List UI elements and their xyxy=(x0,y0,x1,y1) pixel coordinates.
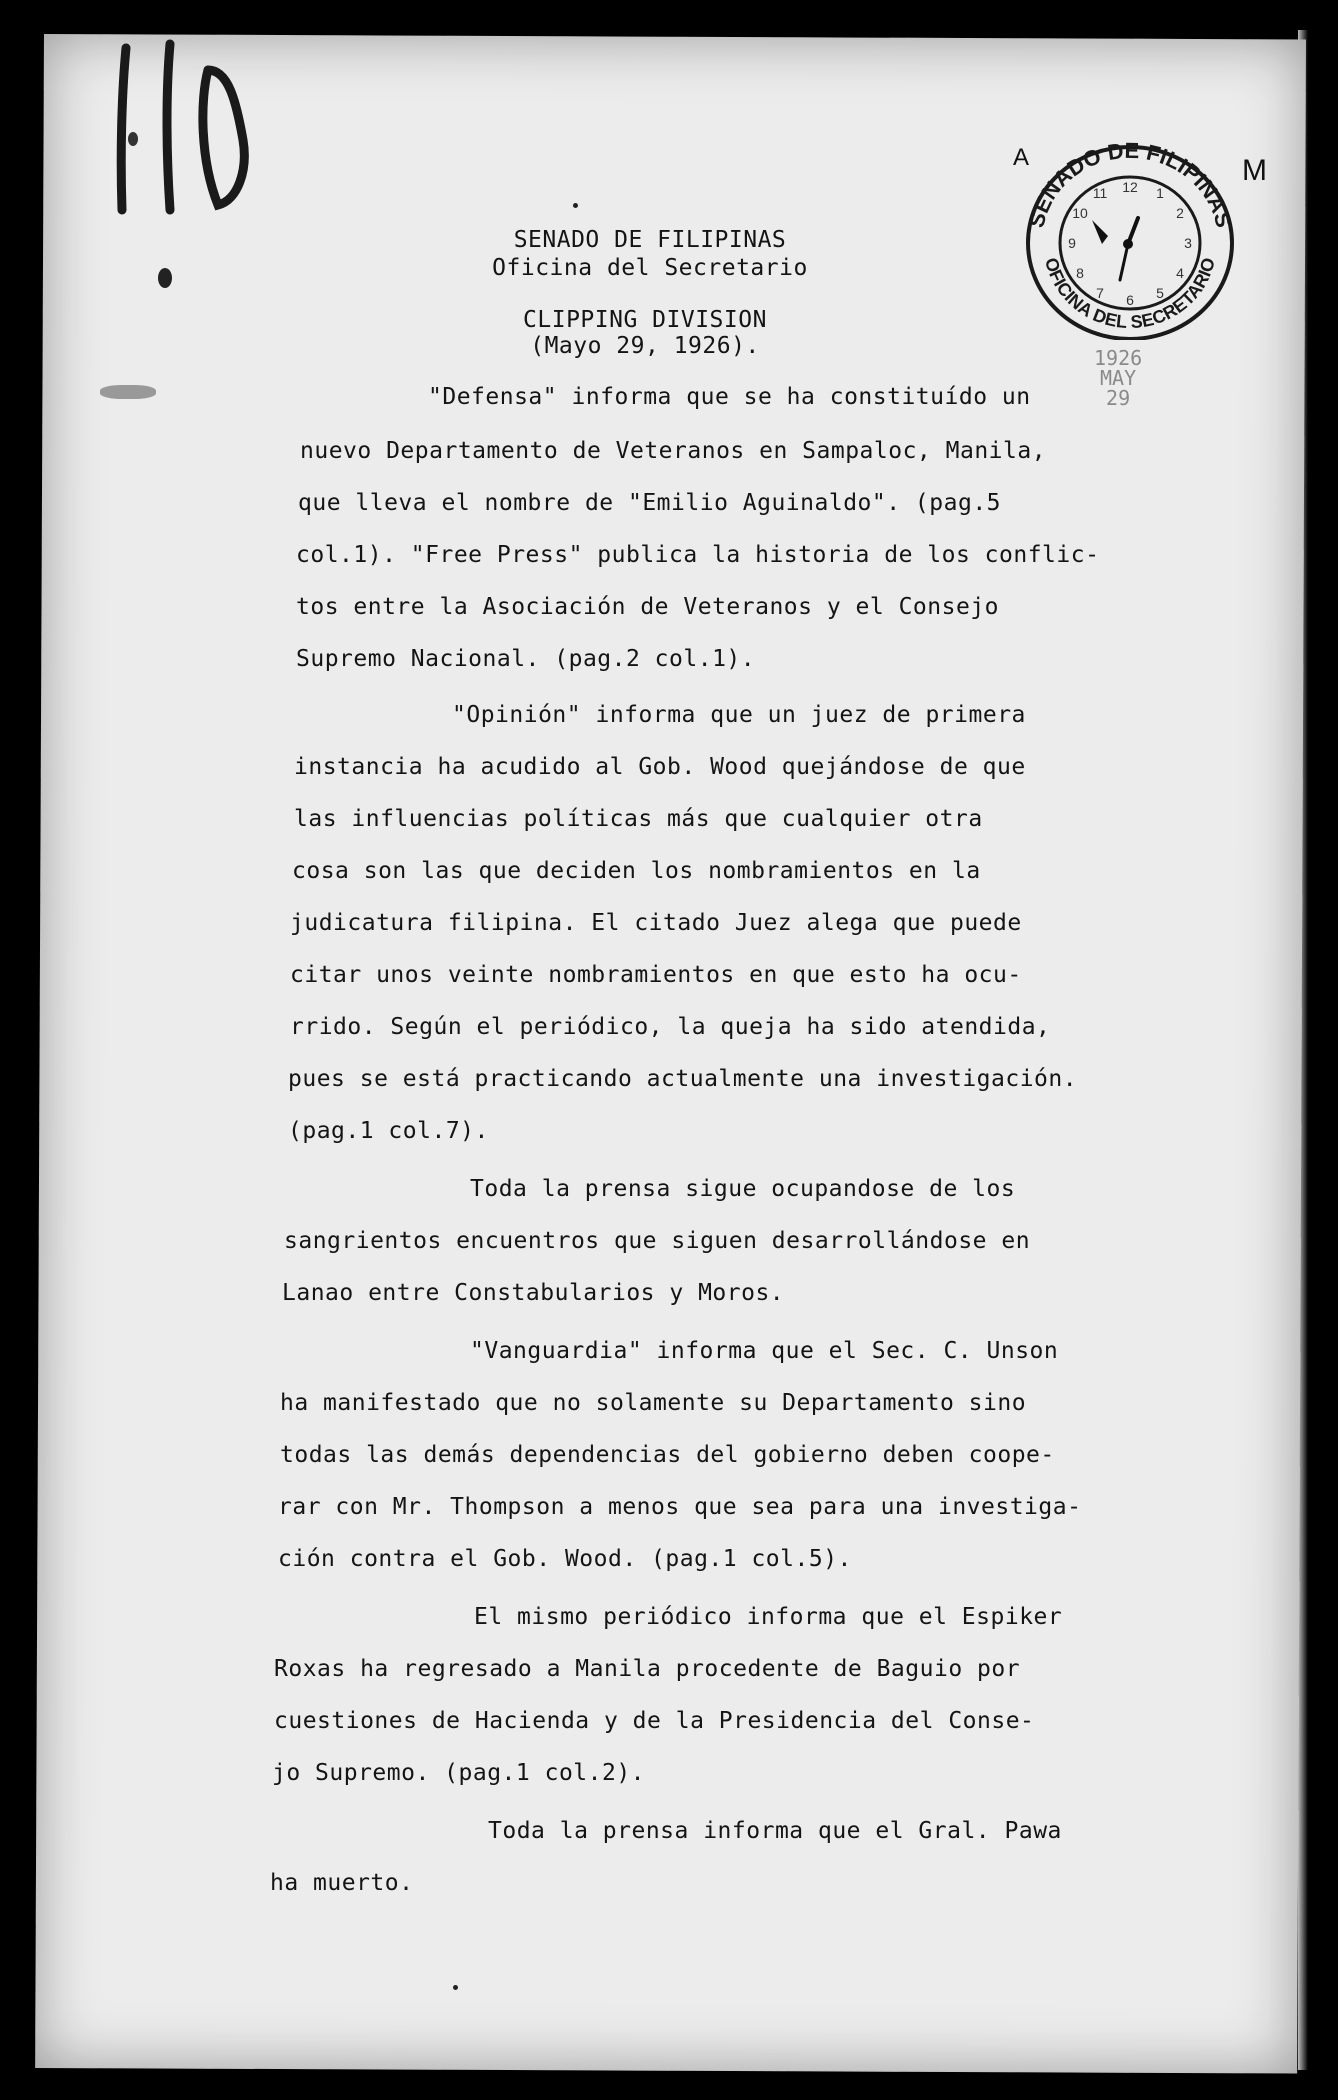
svg-text:6: 6 xyxy=(1126,292,1134,308)
body-line: las influencias políticas más que cualquier otra xyxy=(294,806,983,832)
header-date: (Mayo 29, 1926). xyxy=(530,333,760,359)
body-line: "Defensa" informa que se ha constituído un xyxy=(428,384,1031,410)
body-line: todas las demás dependencias del gobierno deben coope- xyxy=(280,1442,1055,1468)
header-division: CLIPPING DIVISION xyxy=(523,307,767,333)
body-line: nuevo Departamento de Veteranos en Sampaloc, Manila, xyxy=(300,438,1047,464)
body-line: instancia ha acudido al Gob. Wood quejándose de que xyxy=(294,754,1026,780)
svg-text:11: 11 xyxy=(1092,185,1108,201)
stamp-ring-top-text: SENADO DE FILIPINAS xyxy=(1023,140,1237,231)
ink-speck xyxy=(158,268,172,288)
body-line: ha muerto. xyxy=(270,1870,414,1896)
body-line: cuestiones de Hacienda y de la Presidencia del Conse- xyxy=(274,1708,1035,1734)
body-line: que lleva el nombre de "Emilio Aguinaldo". (pag.5 xyxy=(298,490,1002,516)
body-line: jo Supremo. (pag.1 col.2). xyxy=(272,1760,646,1786)
svg-text:8: 8 xyxy=(1076,265,1084,281)
svg-text:1: 1 xyxy=(1156,185,1164,201)
body-line: rrido. Según el periódico, la queja ha sido atendida, xyxy=(290,1014,1051,1040)
body-line: rar con Mr. Thompson a menos que sea para una investiga- xyxy=(278,1494,1082,1520)
body-line: cosa son las que deciden los nombramientos en la xyxy=(292,858,981,884)
handwritten-number xyxy=(108,30,258,230)
body-line: Roxas ha regresado a Manila procedente de Baguio por xyxy=(274,1656,1021,1682)
body-line: El mismo periódico informa que el Espiker xyxy=(474,1604,1063,1630)
svg-text:9: 9 xyxy=(1068,235,1076,251)
svg-text:3: 3 xyxy=(1184,235,1192,251)
svg-text:10: 10 xyxy=(1072,205,1088,221)
paper-smudge xyxy=(100,385,156,399)
header-institution: SENADO DE FILIPINAS xyxy=(513,227,787,253)
body-line: sangrientos encuentros que siguen desarrollándose en xyxy=(284,1228,1031,1254)
body-line: Supremo Nacional. (pag.2 col.1). xyxy=(296,646,756,672)
svg-text:2: 2 xyxy=(1176,205,1184,221)
body-line: ción contra el Gob. Wood. (pag.1 col.5). xyxy=(278,1546,852,1572)
body-line: citar unos veinte nombramientos en que esto ha ocu- xyxy=(290,962,1022,988)
stamp-letter-m: M xyxy=(1242,154,1267,187)
body-line: (pag.1 col.7). xyxy=(288,1118,489,1144)
ink-speck xyxy=(573,203,578,208)
senate-clock-stamp xyxy=(1020,140,1240,340)
stamp-ring-bottom-text: OFICINA DEL SECRETARIO xyxy=(1041,255,1219,333)
body-line: tos entre la Asociación de Veteranos y el Consejo xyxy=(296,594,1000,620)
svg-text:5: 5 xyxy=(1156,285,1164,301)
stamp-letter-a: A xyxy=(1013,144,1030,171)
header-office: Oficina del Secretario xyxy=(492,255,808,281)
svg-text:12: 12 xyxy=(1122,179,1138,195)
body-line: Lanao entre Constabularios y Moros. xyxy=(282,1280,785,1306)
body-line: "Vanguardia" informa que el Sec. C. Unson xyxy=(470,1338,1059,1364)
date-stamp-month: MAY xyxy=(1100,366,1137,390)
body-line: "Opinión" informa que un juez de primera xyxy=(452,702,1026,728)
body-line: Toda la prensa informa que el Gral. Pawa xyxy=(488,1818,1062,1844)
ink-speck xyxy=(128,132,138,146)
svg-text:4: 4 xyxy=(1176,265,1184,281)
body-line: col.1). "Free Press" publica la historia de los conflic- xyxy=(296,542,1100,568)
svg-text:7: 7 xyxy=(1096,285,1104,301)
handwritten-number-text: 115 xyxy=(108,30,110,31)
date-stamp-day: 29 xyxy=(1106,386,1131,410)
body-line: Toda la prensa sigue ocupandose de los xyxy=(470,1176,1016,1202)
received-date-stamp xyxy=(1094,348,1142,408)
body-line: ha manifestado que no solamente su Departamento sino xyxy=(280,1390,1027,1416)
body-line: pues se está practicando actualmente una investigación. xyxy=(288,1066,1078,1092)
date-stamp-year: 1926 xyxy=(1094,346,1143,370)
body-line: judicatura filipina. El citado Juez alega que puede xyxy=(290,910,1022,936)
ink-speck xyxy=(453,1985,458,1990)
